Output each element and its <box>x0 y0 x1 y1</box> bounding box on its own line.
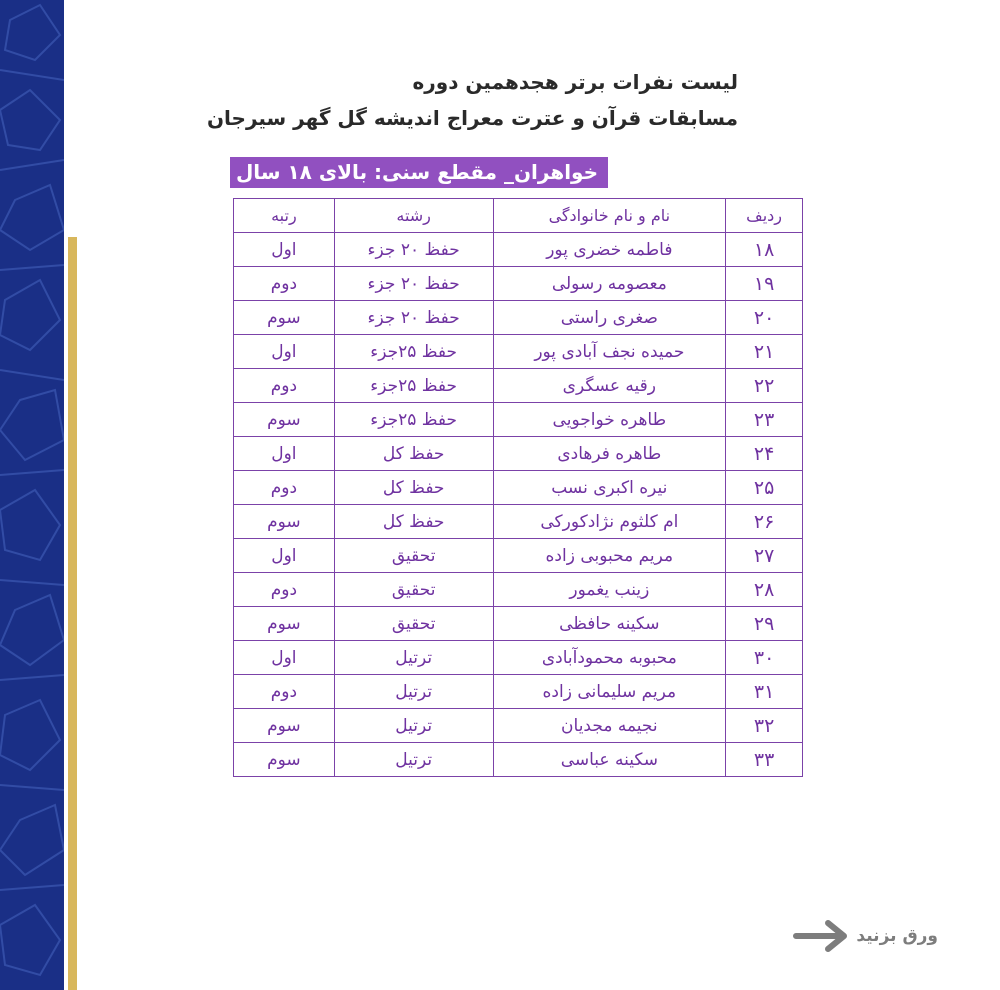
cell-row-number: ۲۳ <box>726 403 803 437</box>
cell-full-name: زینب یغمور <box>493 573 726 607</box>
cell-rank: دوم <box>234 471 335 505</box>
cell-full-name: طاهره خواجویی <box>493 403 726 437</box>
table-row <box>234 709 803 743</box>
cell-full-name: حمیده نجف آبادی پور <box>493 335 726 369</box>
cell-field: حفظ ۲۰ جزء <box>334 301 493 335</box>
cell-field: حفظ ۲۵جزء <box>334 335 493 369</box>
header-row-number: ردیف <box>726 199 803 233</box>
header-full-name: نام و نام خانوادگی <box>493 199 726 233</box>
cell-field: حفظ ۲۰ جزء <box>334 267 493 301</box>
table-row <box>234 675 803 709</box>
cell-rank: دوم <box>234 573 335 607</box>
cell-field: حفظ ۲۵جزء <box>334 369 493 403</box>
table-row <box>234 505 803 539</box>
cell-row-number: ۲۸ <box>726 573 803 607</box>
next-page-label: ورق بزنید <box>856 926 938 946</box>
cell-rank: سوم <box>234 743 335 777</box>
cell-row-number: ۲۴ <box>726 437 803 471</box>
geometric-pattern-icon <box>0 0 64 990</box>
cell-rank: اول <box>234 233 335 267</box>
cell-rank: سوم <box>234 709 335 743</box>
cell-row-number: ۲۱ <box>726 335 803 369</box>
page-title-line2: مسابقات قرآن و عترت معراج اندیشه گل گهر سیرجان <box>206 106 738 130</box>
cell-rank: اول <box>234 437 335 471</box>
cell-row-number: ۳۲ <box>726 709 803 743</box>
cell-field: تحقیق <box>334 607 493 641</box>
table-header-row <box>234 199 803 233</box>
table-row <box>234 471 803 505</box>
cell-field: ترتیل <box>334 743 493 777</box>
table-row <box>234 403 803 437</box>
cell-field: حفظ ۲۵جزء <box>334 403 493 437</box>
cell-rank: دوم <box>234 267 335 301</box>
cell-row-number: ۲۷ <box>726 539 803 573</box>
cell-field: حفظ کل <box>334 505 493 539</box>
cell-full-name: سکینه حافظی <box>493 607 726 641</box>
cell-field: حفظ کل <box>334 471 493 505</box>
cell-rank: سوم <box>234 403 335 437</box>
table-row <box>234 369 803 403</box>
table-row <box>234 301 803 335</box>
cell-full-name: صغری راستی <box>493 301 726 335</box>
cell-field: تحقیق <box>334 539 493 573</box>
next-page-hint <box>792 918 938 954</box>
table-row <box>234 233 803 267</box>
table-row <box>234 437 803 471</box>
cell-row-number: ۲۵ <box>726 471 803 505</box>
cell-rank: اول <box>234 641 335 675</box>
cell-row-number: ۲۹ <box>726 607 803 641</box>
cell-field: حفظ ۲۰ جزء <box>334 233 493 267</box>
cell-full-name: طاهره فرهادی <box>493 437 726 471</box>
side-pattern-band <box>0 0 64 990</box>
table-row <box>234 641 803 675</box>
cell-full-name: سکینه عباسی <box>493 743 726 777</box>
page-title-line1: لیست نفرات برتر هجدهمین دوره <box>412 70 738 94</box>
cell-field: ترتیل <box>334 641 493 675</box>
header-rank: رتبه <box>234 199 335 233</box>
cell-row-number: ۱۹ <box>726 267 803 301</box>
table-row <box>234 267 803 301</box>
cell-rank: اول <box>234 539 335 573</box>
table-row <box>234 335 803 369</box>
table-row <box>234 607 803 641</box>
cell-rank: دوم <box>234 369 335 403</box>
cell-rank: دوم <box>234 675 335 709</box>
cell-full-name: معصومه رسولی <box>493 267 726 301</box>
header-field: رشته <box>334 199 493 233</box>
cell-row-number: ۲۰ <box>726 301 803 335</box>
arrow-right-icon <box>792 918 850 954</box>
cell-full-name: نجیمه مجدیان <box>493 709 726 743</box>
cell-full-name: محبوبه محمودآبادی <box>493 641 726 675</box>
cell-row-number: ۳۰ <box>726 641 803 675</box>
cell-rank: سوم <box>234 505 335 539</box>
table-row <box>234 539 803 573</box>
table-body <box>234 233 803 777</box>
cell-full-name: رقیه عسگری <box>493 369 726 403</box>
cell-full-name: مریم سلیمانی زاده <box>493 675 726 709</box>
cell-row-number: ۳۳ <box>726 743 803 777</box>
cell-rank: اول <box>234 335 335 369</box>
cell-field: ترتیل <box>334 709 493 743</box>
category-banner: خواهران_ مقطع سنی: بالای ۱۸ سال <box>230 157 608 188</box>
cell-field: تحقیق <box>334 573 493 607</box>
cell-full-name: مریم محبوبی زاده <box>493 539 726 573</box>
table-row <box>234 573 803 607</box>
cell-row-number: ۳۱ <box>726 675 803 709</box>
cell-row-number: ۲۲ <box>726 369 803 403</box>
cell-rank: سوم <box>234 301 335 335</box>
cell-rank: سوم <box>234 607 335 641</box>
results-table <box>233 198 803 777</box>
cell-field: ترتیل <box>334 675 493 709</box>
cell-full-name: فاطمه خضری پور <box>493 233 726 267</box>
gold-accent-line <box>68 237 77 990</box>
cell-row-number: ۲۶ <box>726 505 803 539</box>
cell-row-number: ۱۸ <box>726 233 803 267</box>
cell-field: حفظ کل <box>334 437 493 471</box>
cell-full-name: ام کلثوم نژادکورکی <box>493 505 726 539</box>
cell-full-name: نیره اکبری نسب <box>493 471 726 505</box>
table-row <box>234 743 803 777</box>
